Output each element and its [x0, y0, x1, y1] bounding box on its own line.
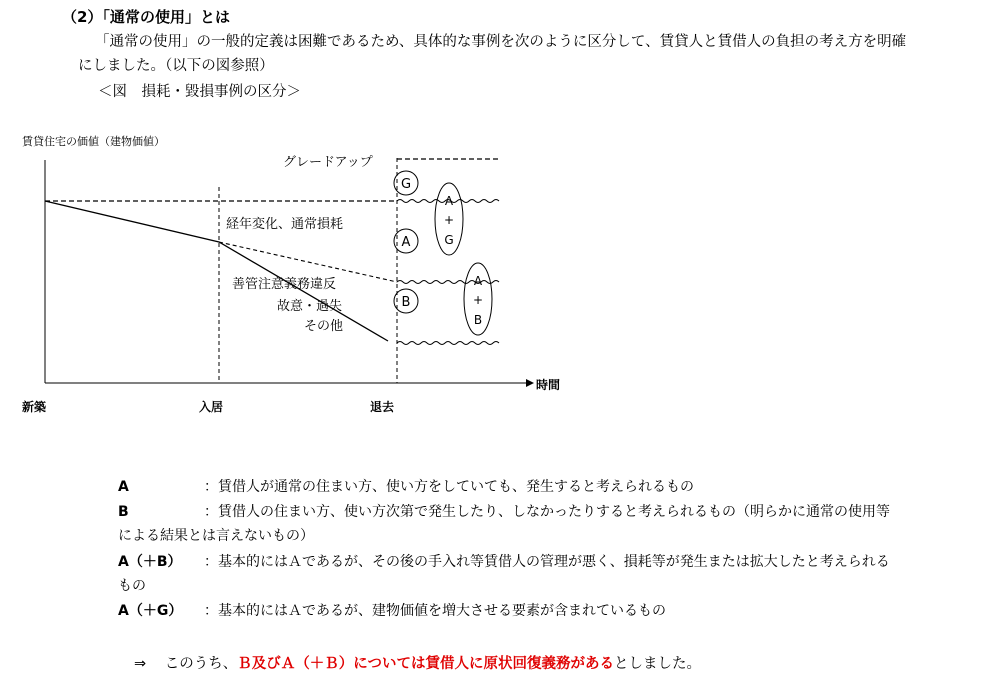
- legend-text: による結果とは言えないもの）: [118, 528, 314, 544]
- legend-row-a-plus-b-cont: [118, 575, 146, 595]
- aging-label: 経年変化、通常損耗: [226, 217, 344, 232]
- legend-key: A: [118, 479, 129, 495]
- intro-line-1: 「通常の使用」の一般的定義は困難であるため、具体的な事例を次のように区分して、賃貸人と賃借人の負担の考え方を明確: [95, 34, 907, 50]
- conclusion-highlight: Ｂ及びＡ（＋Ｂ）については賃借人に原状回復義務がある: [237, 656, 614, 672]
- legend-text: ：基本的にはＡであるが、その後の手入れ等賃借人の管理が悪く、損耗等が発生または拡大したと考えられる: [204, 554, 890, 570]
- conclusion-prefix: このうち、: [164, 656, 238, 672]
- negligence-label-2: 故意・過失: [277, 299, 343, 314]
- legend-text: ：賃借人が通常の住まい方、使い方をしていても、発生すると考えられるもの: [204, 479, 694, 495]
- x-axis-arrow-icon: [526, 379, 534, 387]
- x-tick-move-out: 退去: [370, 400, 395, 414]
- oval-ab-line-3: B: [473, 313, 483, 327]
- diagram-y-axis-label: 賃貸住宅の価値（建物価値）: [22, 135, 165, 148]
- x-axis-label: 時間: [536, 378, 561, 392]
- conclusion-arrow-icon: ⇒: [134, 656, 147, 672]
- circle-b-label: B: [401, 295, 411, 310]
- legend-text: ：基本的にはＡであるが、建物価値を増大させる要素が含まれているもの: [204, 603, 666, 619]
- wavy-boundary-middle: [397, 281, 499, 284]
- negligence-label-1: 善管注意義務違反: [232, 277, 337, 292]
- legend-text: ：賃借人の住まい方、使い方次第で発生したり、しなかったりすると考えられるもの（明らかに通常の使用等: [204, 504, 890, 520]
- x-tick-new: 新築: [22, 400, 47, 414]
- oval-ag-line-3: G: [444, 233, 454, 247]
- oval-ag-line-2: +: [443, 213, 455, 227]
- section-heading: （2）「通常の使用」とは: [62, 8, 230, 26]
- legend-row-b-cont: [118, 525, 314, 545]
- grade-up-label: グレードアップ: [283, 155, 373, 170]
- negligence-label-3: その他: [304, 319, 344, 334]
- legend-row-b: [118, 501, 890, 521]
- conclusion: [134, 652, 701, 673]
- x-tick-move-in: 入居: [199, 400, 224, 414]
- conclusion-suffix: としました。: [613, 656, 701, 672]
- legend-key: B: [118, 504, 129, 520]
- legend-text: もの: [118, 578, 146, 594]
- oval-ag-line-1: A: [444, 194, 454, 208]
- wavy-boundary-bottom: [397, 342, 499, 345]
- circle-a-label: A: [401, 235, 411, 250]
- intro-line-2: にしました。（以下の図参照）: [78, 58, 274, 74]
- legend-row-a: [118, 476, 694, 496]
- legend-row-a-plus-b: [118, 551, 890, 571]
- circle-g-label: G: [400, 177, 412, 192]
- figure-caption: ＜図 損耗・毀損事例の区分＞: [98, 84, 301, 100]
- oval-ab-line-1: A: [473, 274, 483, 288]
- legend-row-a-plus-g: [118, 600, 666, 620]
- oval-ab-line-2: +: [472, 293, 484, 307]
- legend-key: A（＋G）: [118, 603, 183, 619]
- legend-key: A（＋B）: [118, 554, 182, 570]
